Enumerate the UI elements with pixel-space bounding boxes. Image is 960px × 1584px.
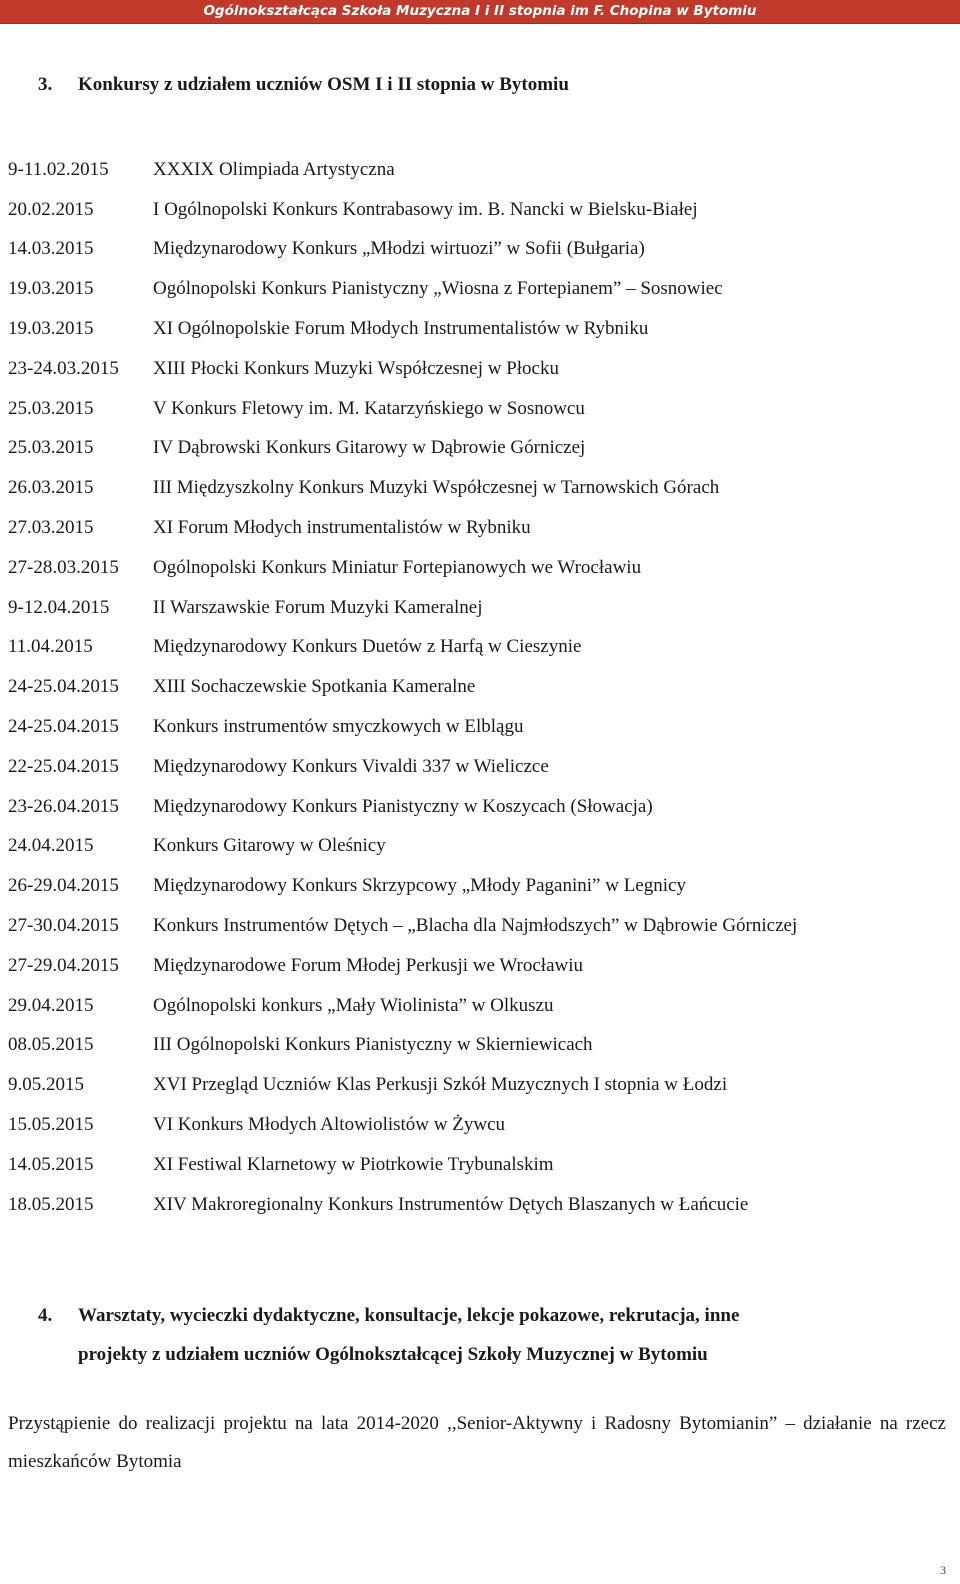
contest-date: 14.05.2015 <box>8 1153 94 1175</box>
contest-row <box>8 1065 953 1105</box>
contest-date: 27-28.03.2015 <box>8 556 119 578</box>
contest-date: 14.03.2015 <box>8 238 94 260</box>
contest-date: 11.04.2015 <box>8 636 93 658</box>
contest-date: 19.03.2015 <box>8 318 94 340</box>
contest-date: 24.04.2015 <box>8 835 94 857</box>
header-title: Ogólnokształcąca Szkoła Muzyczna I i II stopnia im F. Chopina w Bytomiu <box>203 3 757 19</box>
contest-row <box>8 906 953 946</box>
contest-name: XIV Makroregionalny Konkurs Instrumentów Dętych Blaszanych w Łańcucie <box>153 1193 749 1215</box>
header-bar <box>0 0 960 24</box>
contest-row <box>8 508 953 548</box>
contest-date: 25.03.2015 <box>8 437 94 459</box>
contest-date: 20.02.2015 <box>8 198 94 220</box>
contest-name: Międzynarodowy Konkurs Skrzypcowy „Młody Paganini” w Legnicy <box>153 875 686 897</box>
contest-name: Konkurs instrumentów smyczkowych w Elblągu <box>153 716 524 738</box>
contest-date: 9-11.02.2015 <box>8 158 109 180</box>
contest-row <box>8 986 953 1026</box>
contest-name: Konkurs Gitarowy w Oleśnicy <box>153 835 386 857</box>
contest-row <box>8 866 953 906</box>
contest-date: 26-29.04.2015 <box>8 875 119 897</box>
contest-row <box>8 946 953 986</box>
contest-row <box>8 230 953 270</box>
section-4-heading <box>38 1296 739 1374</box>
contest-date: 26.03.2015 <box>8 477 94 499</box>
contest-name: XIII Sochaczewskie Spotkania Kameralne <box>153 676 476 698</box>
section-3-heading <box>38 73 569 97</box>
contest-date: 27-30.04.2015 <box>8 915 119 937</box>
contest-name: XI Festiwal Klarnetowy w Piotrkowie Trybunalskim <box>153 1153 554 1175</box>
contest-name: Międzynarodowy Konkurs Vivaldi 337 w Wieliczce <box>153 755 549 777</box>
contest-date: 08.05.2015 <box>8 1034 94 1056</box>
contest-name: XI Forum Młodych instrumentalistów w Rybniku <box>153 517 531 539</box>
contest-name: II Warszawskie Forum Muzyki Kameralnej <box>153 596 483 618</box>
contest-row <box>8 747 953 787</box>
contest-name: XVI Przegląd Uczniów Klas Perkusji Szkół Muzycznych I stopnia w Łodzi <box>153 1074 728 1096</box>
contest-row <box>8 468 953 508</box>
contest-date: 29.04.2015 <box>8 994 94 1016</box>
contest-date: 24-25.04.2015 <box>8 676 119 698</box>
contest-name: Międzynarodowy Konkurs „Młodzi wirtuozi” w Sofii (Bułgaria) <box>153 238 645 260</box>
contest-name: Ogólnopolski Konkurs Pianistyczny „Wiosna z Fortepianem” – Sosnowiec <box>153 278 723 300</box>
contest-date: 24-25.04.2015 <box>8 716 119 738</box>
section-4-title-line2: projekty z udziałem uczniów Ogólnokształcącej Szkoły Muzycznej w Bytomiu <box>78 1344 708 1365</box>
contest-name: I Ogólnopolski Konkurs Kontrabasowy im. B. Nancki w Bielsku-Białej <box>153 198 698 220</box>
contest-name: IV Dąbrowski Konkurs Gitarowy w Dąbrowie Górniczej <box>153 437 586 459</box>
contest-row <box>8 588 953 628</box>
contest-date: 19.03.2015 <box>8 278 94 300</box>
contest-row <box>8 548 953 588</box>
section-4-paragraph: Przystąpienie do realizacji projektu na lata 2014-2020 ,,Senior-Aktywny i Radosny Bytomianin” – działanie na rzecz mieszkańców Bytomia <box>8 1413 946 1472</box>
contest-row <box>8 1026 953 1066</box>
section-4-title-line1: Warsztaty, wycieczki dydaktyczne, konsultacje, lekcje pokazowe, rekrutacja, inne <box>78 1305 740 1326</box>
contest-row <box>8 628 953 668</box>
contest-row <box>8 1185 953 1225</box>
contest-name: XXXIX Olimpiada Artystyczna <box>153 158 395 180</box>
contest-row <box>8 349 953 389</box>
contest-name: Konkurs Instrumentów Dętych – „Blacha dla Najmłodszych” w Dąbrowie Górniczej <box>153 915 798 937</box>
contest-name: III Międzyszkolny Konkurs Muzyki Współczesnej w Tarnowskich Górach <box>153 477 720 499</box>
contest-row <box>8 1105 953 1145</box>
contest-date: 27-29.04.2015 <box>8 954 119 976</box>
contest-date: 27.03.2015 <box>8 517 94 539</box>
contest-date: 15.05.2015 <box>8 1114 94 1136</box>
contest-name: V Konkurs Fletowy im. M. Katarzyńskiego w Sosnowcu <box>153 397 585 419</box>
contest-row <box>8 190 953 230</box>
contest-date: 9.05.2015 <box>8 1074 84 1096</box>
contest-name: Międzynarodowy Konkurs Pianistyczny w Koszycach (Słowacja) <box>153 795 653 817</box>
section-3-number: 3. <box>38 74 53 95</box>
contest-row <box>8 269 953 309</box>
contest-list <box>8 150 953 1225</box>
contest-name: XIII Płocki Konkurs Muzyki Współczesnej w Płocku <box>153 357 559 379</box>
contest-row <box>8 827 953 867</box>
contest-row <box>8 150 953 190</box>
contest-date: 9-12.04.2015 <box>8 596 110 618</box>
contest-name: Ogólnopolski Konkurs Miniatur Fortepianowych we Wrocławiu <box>153 556 642 578</box>
contest-row <box>8 667 953 707</box>
contest-row <box>8 389 953 429</box>
contest-row <box>8 707 953 747</box>
contest-date: 23-24.03.2015 <box>8 357 119 379</box>
contest-row <box>8 309 953 349</box>
section-4-number: 4. <box>38 1305 53 1326</box>
contest-row <box>8 1145 953 1185</box>
contest-date: 25.03.2015 <box>8 397 94 419</box>
contest-row <box>8 429 953 469</box>
contest-name: VI Konkurs Młodych Altowiolistów w Żywcu <box>153 1114 506 1136</box>
contest-name: Międzynarodowy Konkurs Duetów z Harfą w Cieszynie <box>153 636 582 658</box>
contest-name: III Ogólnopolski Konkurs Pianistyczny w Skierniewicach <box>153 1034 593 1056</box>
contest-name: Międzynarodowe Forum Młodej Perkusji we Wrocławiu <box>153 954 583 976</box>
contest-name: Ogólnopolski konkurs „Mały Wiolinista” w Olkuszu <box>153 994 554 1016</box>
contest-date: 18.05.2015 <box>8 1193 94 1215</box>
contest-date: 23-26.04.2015 <box>8 795 119 817</box>
contest-date: 22-25.04.2015 <box>8 755 119 777</box>
page-number: 3 <box>940 1563 946 1577</box>
section-3-title: Konkursy z udziałem uczniów OSM I i II stopnia w Bytomiu <box>78 74 569 95</box>
contest-row <box>8 787 953 827</box>
contest-name: XI Ogólnopolskie Forum Młodych Instrumentalistów w Rybniku <box>153 318 649 340</box>
